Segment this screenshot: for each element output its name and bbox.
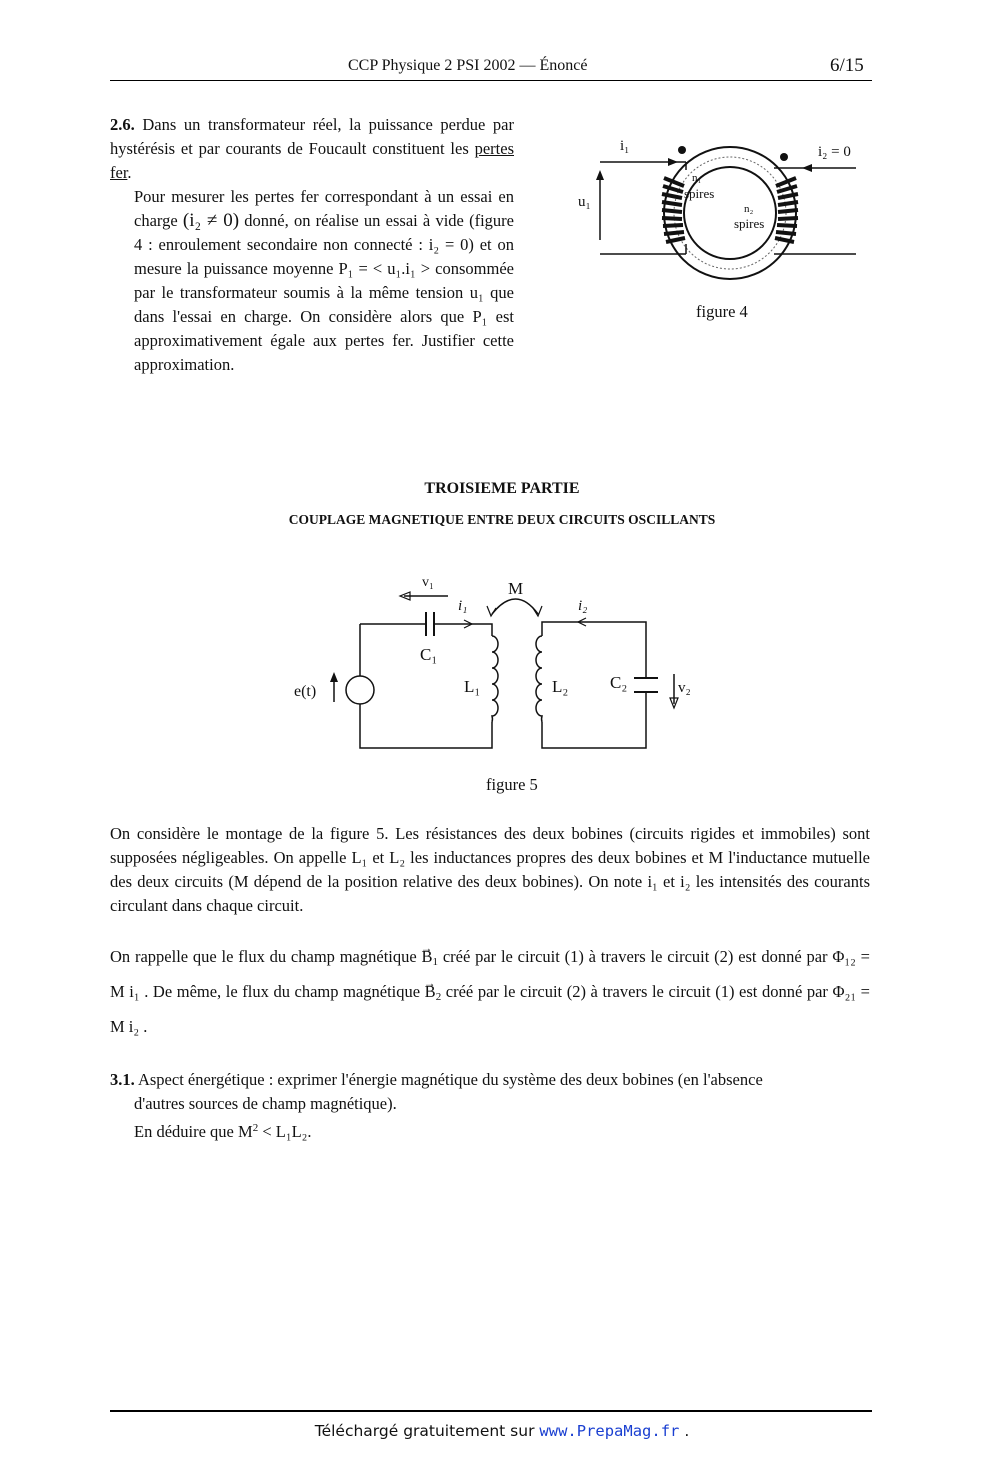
question-3-1-line-1: Aspect énergétique : exprimer l'énergie magnétique du système des deux bobines (en l'absence: [137, 1070, 763, 1089]
footer-link[interactable]: www.PrepaMag.fr: [539, 1422, 680, 1440]
label-n2: n₂: [744, 203, 754, 215]
paragraph-text-b: donné, on réalise un essai à vide (figure 4 : enroulement secondaire non connecté : i₂ = 0) et on mesure la puissance moyenne P₁ = < u₁.i₁ > consommée par le transformateur soumis à la même tension u₁ que dans l'essai en charge. On considère alors que P₁ est approximativement égale aux pertes fer. Justifier cette approximation.: [134, 211, 514, 374]
polarity-dot-secondary: [780, 153, 788, 161]
question-number: 2.6.: [110, 115, 135, 134]
page-number: 6/15: [830, 55, 864, 76]
label-e: e(t): [294, 683, 317, 700]
primary-winding: [662, 178, 685, 242]
label-v2: v₂: [678, 680, 691, 696]
label-C2: C₂: [610, 673, 628, 692]
figure-4-transformer: [560, 128, 880, 328]
deduce-text: En déduire que: [134, 1122, 234, 1141]
question-number-3-1: 3.1.: [110, 1070, 135, 1089]
label-v1: v₁: [422, 575, 434, 590]
footer: [0, 1422, 1004, 1440]
question-text: Dans un transformateur réel, la puissance perdue par hystérésis et par courants de Foucault constituent les: [110, 115, 514, 158]
i2-arrow: [802, 164, 812, 172]
label-L1: L₁: [464, 677, 481, 696]
vector-B1: → $B_1$: [422, 947, 439, 966]
label-i2: i₂ = 0: [818, 144, 851, 160]
label-i1-fig5: i₁: [458, 598, 468, 614]
footer-text: Téléchargé gratuitement sur: [314, 1422, 535, 1440]
i1-arrow: [668, 158, 678, 166]
label-spires-2: spires: [734, 216, 765, 231]
paragraph-flux: [110, 942, 870, 1042]
header-rule: [110, 80, 872, 81]
footer-period: .: [684, 1422, 690, 1440]
toroid-flux-line: [674, 157, 786, 269]
paragraph-montage: On considère le montage de la figure 5. Les résistances des deux bobines (circuits rigides et immobiles) sont supposées négligeables. On appelle L₁ et L₂ les inductances propres des deux bobines et M l'inductance mutuelle des deux circuits (M dépend de la position relative des deux bobines). On note i₁ et i₂ les intensités des courants circulant dans chaque circuit.: [110, 824, 870, 915]
right-circuit-wire: [542, 622, 646, 678]
figure-5-caption: figure 5: [486, 775, 538, 794]
polarity-dot-primary: [678, 146, 686, 154]
e-arrow: [330, 672, 338, 682]
vector-B2-letter: B: [424, 982, 436, 1001]
part-title: TROISIEME PARTIE: [424, 480, 580, 497]
inductor-l1: [492, 636, 498, 722]
condition-expression: (i₂ ≠ 0): [182, 210, 240, 231]
question-2-6: [110, 113, 514, 377]
inequality-rest: < L₁L₂.: [262, 1122, 312, 1141]
label-u1: u₁: [578, 194, 591, 210]
label-i1: i₁: [620, 138, 630, 154]
paragraph-text-a: Pour mesurer les pertes fer correspondant à un essai en charge: [134, 187, 514, 230]
source-e: [346, 676, 374, 704]
period: .: [127, 163, 132, 182]
figure-4-caption: figure 4: [696, 302, 748, 321]
label-n1: n₁: [692, 172, 702, 184]
vector-B1-letter: B: [421, 947, 433, 966]
label-i2-fig5: i₂: [578, 598, 588, 614]
label-L2: L₂: [552, 677, 569, 696]
label-M: M: [508, 579, 524, 598]
inductor-l2: [536, 636, 542, 722]
label-spires-1: spires: [684, 186, 715, 201]
label-C1: C₁: [420, 645, 438, 664]
footer-rule: [110, 1410, 872, 1412]
running-header: CCP Physique 2 PSI 2002 — Énoncé: [348, 57, 588, 74]
inequality-M: M: [238, 1122, 253, 1141]
question-3-1-line-2: d'autres sources de champ magnétique).: [134, 1094, 397, 1113]
figure-5-coupled-circuits: [280, 570, 720, 770]
part-subtitle: COUPLAGE MAGNETIQUE ENTRE DEUX CIRCUITS OSCILLANTS: [288, 512, 716, 527]
pertes-fer-term: pertes fer: [110, 139, 514, 182]
mutual-inductance-arc: [492, 599, 538, 614]
question-3-1-line-3: En déduire que $M^2 < L_1L_2$.: [134, 1122, 312, 1141]
vector-B2: → $B_2$: [425, 982, 442, 1001]
flux-text-c: créé par le circuit (2) à travers le circuit (1) est donné par Φ₂₁ = M i₂ .: [110, 982, 870, 1036]
question-paragraph-2: [110, 185, 514, 377]
flux-text-b: créé par le circuit (1) à travers le circuit (2) est donné par Φ₁₂ = M i₁ . De même, le flux du champ magnétique: [110, 947, 870, 1001]
secondary-winding: [775, 178, 798, 242]
flux-text-a: On rappelle que le flux du champ magnétique: [110, 947, 417, 966]
question-3-1: [110, 1068, 872, 1144]
